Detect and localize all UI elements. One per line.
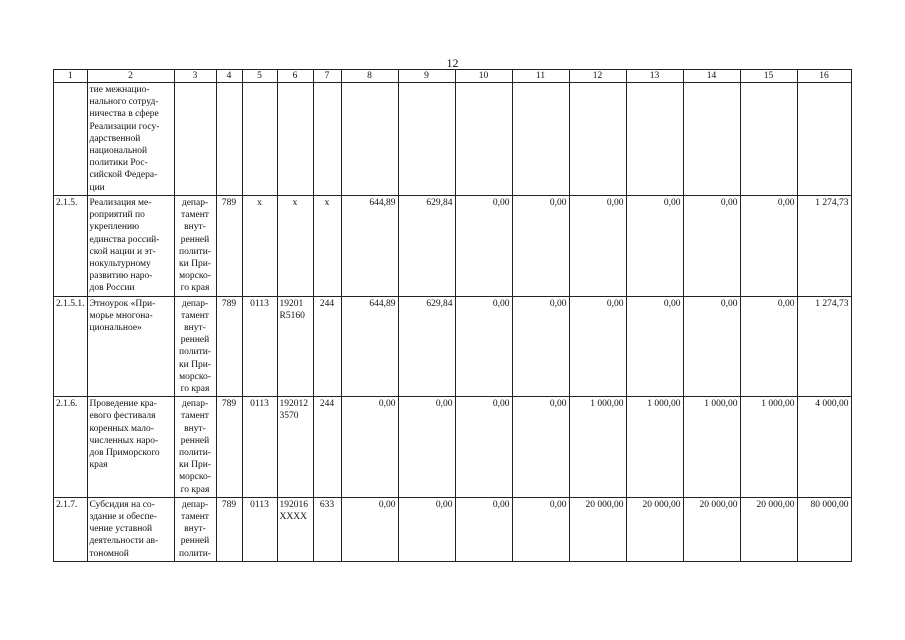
activity-name-cell: тие межнацио- нального сотруд- ничества в сфере Реализации госу- дарственной национальной политики Рос- сийской Федера- ции (87, 83, 174, 196)
activity-name-cell: Этноурок «При- морье многона- циональное» (87, 296, 174, 397)
code-cell: х (242, 196, 277, 297)
code-cell: 789 (216, 196, 242, 297)
header-cell: 9 (398, 70, 455, 83)
header-cell: 7 (313, 70, 341, 83)
row-number-cell: 2.1.7. (54, 497, 88, 561)
amount-cell: 0,00 (740, 296, 797, 397)
amount-cell: 0,00 (512, 296, 569, 397)
amount-cell: 0,00 (626, 296, 683, 397)
code-cell: 244 (313, 296, 341, 397)
table-row (54, 397, 852, 498)
activity-name-cell: Субсидия на со- здание и обеспе- чение уставной деятельности ав- тономной (87, 497, 174, 561)
table-row (54, 296, 852, 397)
amount-cell: 20 000,00 (626, 497, 683, 561)
amount-cell: 20 000,00 (683, 497, 740, 561)
header-cell: 14 (683, 70, 740, 83)
code-cell: 19201 R5160 (277, 296, 313, 397)
header-cell: 10 (455, 70, 512, 83)
amount-cell: 1 000,00 (569, 397, 626, 498)
header-cell: 11 (512, 70, 569, 83)
department-cell: депар- тамент внут- ренней полити- (174, 497, 216, 561)
row-number-cell (54, 83, 88, 196)
amount-cell: 0,00 (341, 497, 398, 561)
amount-cell: 4 000,00 (797, 397, 851, 498)
code-cell (216, 83, 242, 196)
code-cell (277, 83, 313, 196)
amount-cell: 0,00 (398, 397, 455, 498)
amount-cell (740, 83, 797, 196)
amount-cell: 0,00 (683, 296, 740, 397)
amount-cell: 0,00 (512, 196, 569, 297)
amount-cell: 1 274,73 (797, 196, 851, 297)
amount-cell: 1 000,00 (683, 397, 740, 498)
code-cell (313, 83, 341, 196)
amount-cell: 0,00 (512, 397, 569, 498)
amount-cell (398, 83, 455, 196)
amount-cell (512, 83, 569, 196)
department-cell: депар- тамент внут- ренней полити- ки При- морско- го края (174, 397, 216, 498)
header-cell: 8 (341, 70, 398, 83)
amount-cell: 0,00 (740, 196, 797, 297)
code-cell: 0113 (242, 397, 277, 498)
department-cell: депар- тамент внут- ренней полити- ки При- морско- го края (174, 196, 216, 297)
code-cell: х (277, 196, 313, 297)
amount-cell (797, 83, 851, 196)
amount-cell: 80 000,00 (797, 497, 851, 561)
amount-cell: 1 000,00 (740, 397, 797, 498)
table-row (54, 497, 852, 561)
amount-cell: 0,00 (683, 196, 740, 297)
header-cell: 12 (569, 70, 626, 83)
code-cell (242, 83, 277, 196)
amount-cell (626, 83, 683, 196)
code-cell: 0113 (242, 296, 277, 397)
amount-cell: 0,00 (455, 296, 512, 397)
header-row (54, 70, 852, 83)
budget-table (53, 69, 852, 562)
page-number: 12 (446, 56, 459, 70)
amount-cell: 0,00 (569, 196, 626, 297)
header-cell: 6 (277, 70, 313, 83)
activity-name-cell: Проведение кра- евого фестиваля коренных мало- численных наро- дов Приморского края (87, 397, 174, 498)
activity-name-cell: Реализация ме- роприятий по укреплению единства россий- ской нации и эт- нокультурному развитию наро- дов России (87, 196, 174, 297)
amount-cell: 0,00 (626, 196, 683, 297)
amount-cell: 1 274,73 (797, 296, 851, 397)
amount-cell: 20 000,00 (740, 497, 797, 561)
header-cell: 5 (242, 70, 277, 83)
code-cell: 244 (313, 397, 341, 498)
department-cell: депар- тамент внут- ренней полити- ки При- морско- го края (174, 296, 216, 397)
amount-cell: 0,00 (455, 196, 512, 297)
amount-cell (341, 83, 398, 196)
code-cell: 192012 3570 (277, 397, 313, 498)
amount-cell (569, 83, 626, 196)
amount-cell: 1 000,00 (626, 397, 683, 498)
code-cell: 789 (216, 296, 242, 397)
amount-cell: 0,00 (569, 296, 626, 397)
header-cell: 15 (740, 70, 797, 83)
header-cell: 13 (626, 70, 683, 83)
code-cell: 789 (216, 497, 242, 561)
row-number-cell: 2.1.5.1. (54, 296, 88, 397)
amount-cell: 0,00 (398, 497, 455, 561)
amount-cell: 644,89 (341, 296, 398, 397)
table-row (54, 83, 852, 196)
code-cell: 0113 (242, 497, 277, 561)
code-cell: 633 (313, 497, 341, 561)
amount-cell: 0,00 (512, 497, 569, 561)
code-cell: 192016 XXXX (277, 497, 313, 561)
table-row (54, 196, 852, 297)
amount-cell: 0,00 (341, 397, 398, 498)
amount-cell: 629,84 (398, 296, 455, 397)
amount-cell: 629,84 (398, 196, 455, 297)
header-cell: 3 (174, 70, 216, 83)
code-cell: 789 (216, 397, 242, 498)
header-cell: 4 (216, 70, 242, 83)
amount-cell: 0,00 (455, 497, 512, 561)
amount-cell (683, 83, 740, 196)
header-cell: 1 (54, 70, 88, 83)
amount-cell: 0,00 (455, 397, 512, 498)
amount-cell: 644,89 (341, 196, 398, 297)
header-cell: 2 (87, 70, 174, 83)
amount-cell: 20 000,00 (569, 497, 626, 561)
department-cell (174, 83, 216, 196)
row-number-cell: 2.1.6. (54, 397, 88, 498)
code-cell: х (313, 196, 341, 297)
amount-cell (455, 83, 512, 196)
header-cell: 16 (797, 70, 851, 83)
row-number-cell: 2.1.5. (54, 196, 88, 297)
